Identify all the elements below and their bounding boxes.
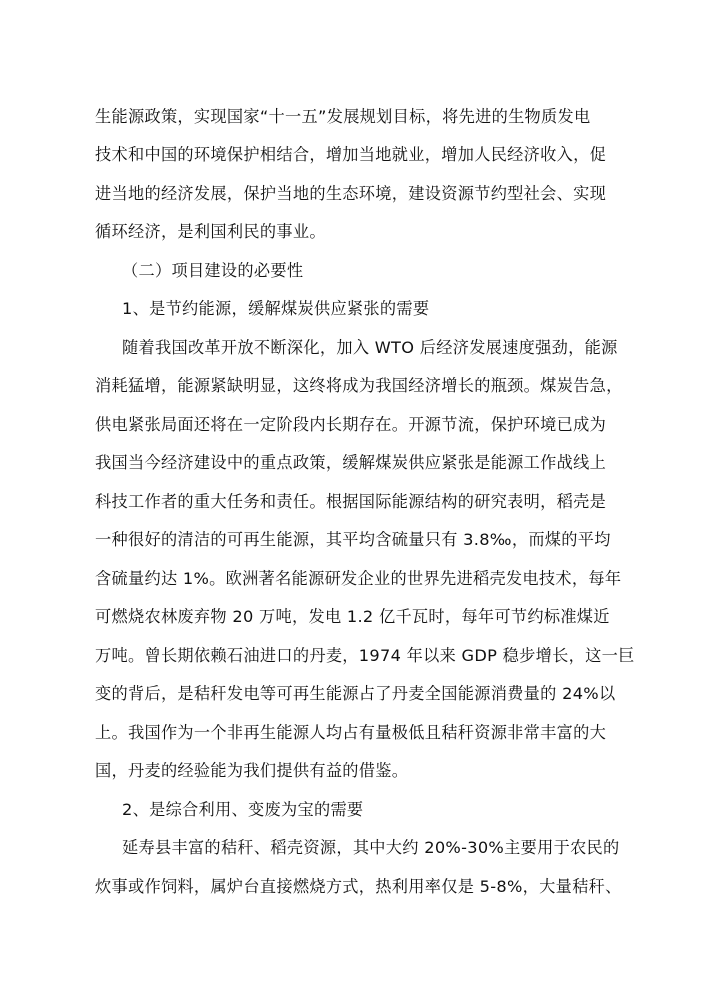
text-line: 技术和中国的环境保护相结合，增加当地就业，增加人民经济收入，促 bbox=[95, 145, 607, 164]
text-line: 随着我国改革开放不断深化，加入 WTO 后经济发展速度强劲，能源 bbox=[122, 338, 618, 357]
text-line: 国，丹麦的经验能为我们提供有益的借鉴。 bbox=[95, 761, 409, 780]
section-heading: （二）项目建设的必要性 bbox=[122, 261, 304, 280]
text-line: 科技工作者的重大任务和责任。根据国际能源结构的研究表明，稻壳是 bbox=[95, 492, 607, 511]
text-line: 生能源政策，实现国家“十一五”发展规划目标，将先进的生物质发电 bbox=[95, 107, 591, 126]
text-line: 供电紧张局面还将在一定阶段内长期存在。开源节流，保护环境已成为 bbox=[95, 415, 607, 434]
text-line: 万吨。曾长期依赖石油进口的丹麦，1974 年以来 GDP 稳步增长，这一巨 bbox=[95, 646, 635, 665]
text-line: 消耗猛增，能源紧缺明显，这终将成为我国经济增长的瓶颈。煤炭告急， bbox=[95, 376, 623, 395]
text-line: 我国当今经济建设中的重点政策，缓解煤炭供应紧张是能源工作战线上 bbox=[95, 453, 607, 472]
text-line: 上。我国作为一个非再生能源人均占有量极低且秸秆资源非常丰富的大 bbox=[95, 723, 607, 742]
text-line: 进当地的经济发展，保护当地的生态环境，建设资源节约型社会、实现 bbox=[95, 184, 607, 203]
text-line: 一种很好的清洁的可再生能源，其平均含硫量只有 3.8‰，而煤的平均 bbox=[95, 530, 611, 549]
subsection-heading: 1、是节约能源，缓解煤炭供应紧张的需要 bbox=[122, 299, 430, 318]
text-line: 可燃烧农林废弃物 20 万吨，发电 1.2 亿千瓦时，每年可节约标准煤近 bbox=[95, 607, 610, 626]
text-line: 变的背后，是秸秆发电等可再生能源占了丹麦全国能源消费量的 24%以 bbox=[95, 684, 616, 703]
text-line: 循环经济，是利国利民的事业。 bbox=[95, 222, 326, 241]
subsection-heading: 2、是综合利用、变废为宝的需要 bbox=[122, 800, 364, 819]
text-line: 延寿县丰富的秸秆、稻壳资源，其中大约 20%-30%主要用于农民的 bbox=[122, 838, 620, 857]
text-line: 炊事或作饲料，属炉台直接燃烧方式，热利用率仅是 5-8%，大量秸秆、 bbox=[95, 877, 622, 896]
text-line: 含硫量约达 1%。欧洲著名能源研发企业的世界先进稻壳发电技术，每年 bbox=[95, 569, 622, 588]
